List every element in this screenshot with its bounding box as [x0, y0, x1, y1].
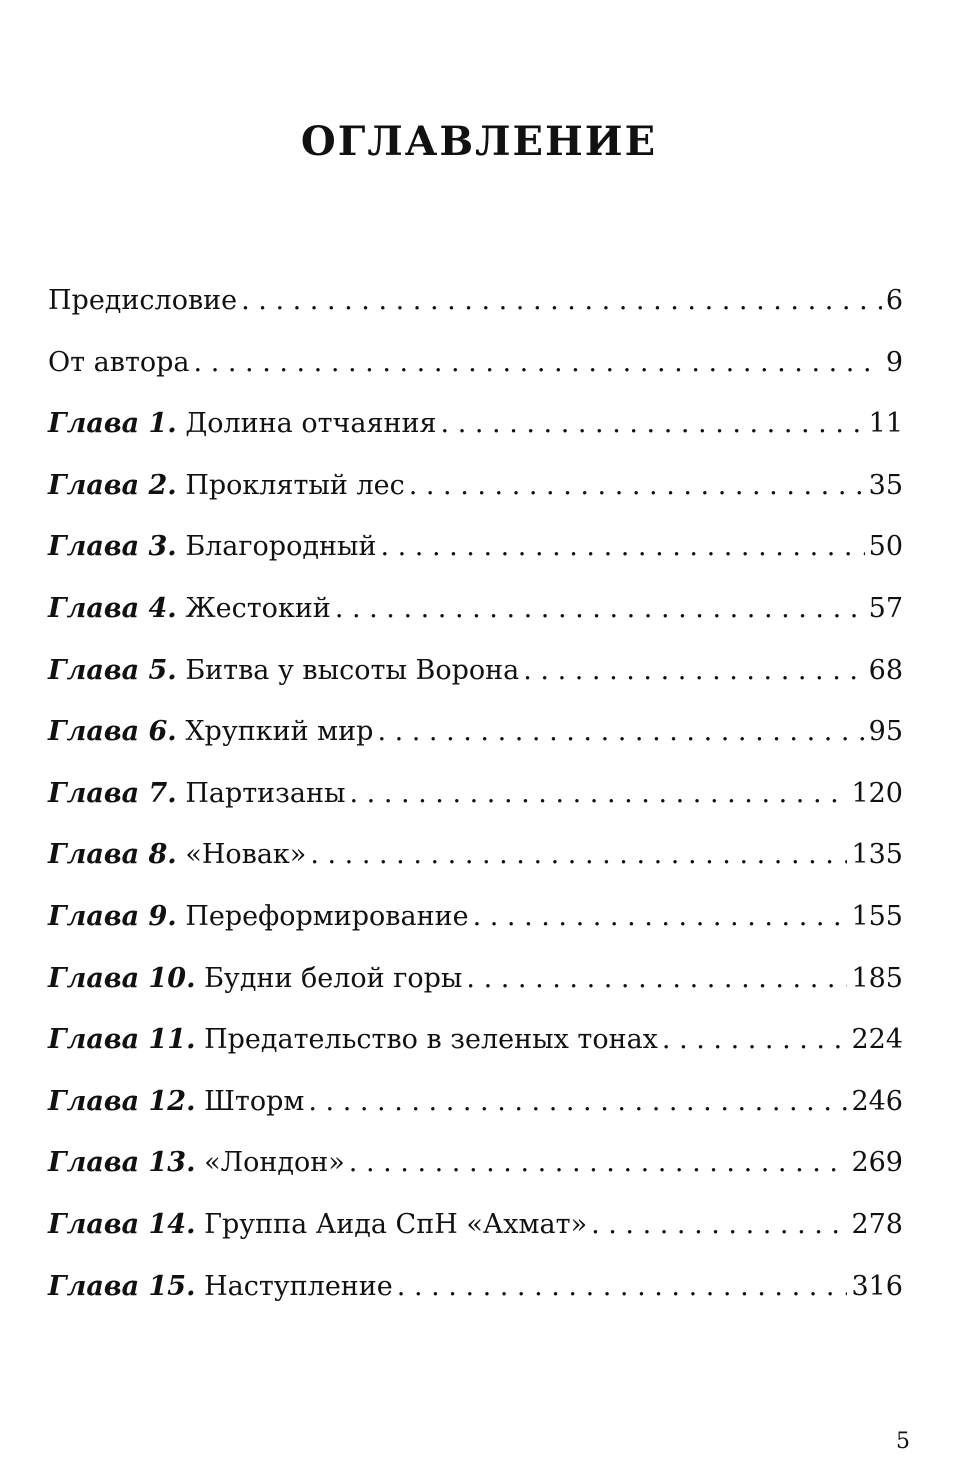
- toc-entry-title: [48, 1194, 587, 1256]
- toc-entry: [48, 1009, 903, 1071]
- chapter-title: «Лондон»: [204, 1147, 345, 1179]
- toc-page-number: 68: [868, 654, 903, 686]
- toc-entry-title: [48, 1009, 658, 1071]
- toc-entry-title: [48, 701, 373, 763]
- dot-leader: [335, 578, 865, 640]
- toc-entry: [48, 824, 903, 886]
- toc-page-number: 9: [885, 346, 903, 378]
- chapter-label: Глава 13.: [48, 1147, 196, 1179]
- toc-entry-title: [48, 516, 376, 578]
- dot-leader: [473, 886, 848, 948]
- dot-leader: [310, 824, 847, 886]
- chapter-title: Проклятый лес: [185, 469, 405, 501]
- dot-leader: [241, 270, 882, 332]
- chapter-title: Переформирование: [185, 900, 469, 932]
- dot-leader: [523, 640, 864, 702]
- toc-page-number: 6: [885, 285, 903, 316]
- toc-page-number: 316: [851, 1270, 903, 1302]
- chapter-title: Партизаны: [185, 777, 346, 809]
- chapter-title: От автора: [48, 346, 190, 378]
- toc-page-number: 57: [868, 592, 903, 624]
- toc-page-number: 50: [868, 531, 903, 563]
- dot-leader: [466, 948, 847, 1010]
- toc-page-number: 35: [868, 469, 903, 501]
- toc-page-number: 135: [851, 839, 903, 871]
- toc-entry: [48, 886, 903, 948]
- toc-entry: [48, 578, 903, 640]
- chapter-label: Глава 6.: [48, 716, 177, 748]
- dot-leader: [662, 1009, 848, 1071]
- chapter-title: Шторм: [204, 1085, 305, 1117]
- table-of-contents: [48, 270, 903, 1317]
- chapter-title: Жестокий: [185, 592, 331, 624]
- chapter-title: Долина отчаяния: [185, 408, 437, 440]
- toc-entry-title: [48, 578, 331, 640]
- chapter-label: Глава 11.: [48, 1024, 196, 1056]
- toc-page-number: 185: [851, 962, 903, 994]
- toc-entry: [48, 1071, 903, 1133]
- toc-page-number: 155: [851, 900, 903, 932]
- dot-leader: [377, 701, 864, 763]
- toc-entry: [48, 455, 903, 517]
- toc-entry: [48, 270, 903, 332]
- toc-page-number: 278: [851, 1208, 903, 1240]
- toc-page-number: 95: [868, 716, 903, 748]
- chapter-label: Глава 15.: [48, 1270, 196, 1302]
- chapter-title: Благородный: [185, 531, 377, 563]
- chapter-label: Глава 12.: [48, 1085, 196, 1117]
- dot-leader: [380, 516, 864, 578]
- toc-entry-title: [48, 1132, 345, 1194]
- chapter-label: Глава 10.: [48, 962, 196, 994]
- toc-page-number: 269: [851, 1147, 903, 1179]
- chapter-title: Предисловие: [48, 285, 238, 316]
- chapter-title: Будни белой горы: [204, 962, 463, 994]
- toc-entry: [48, 516, 903, 578]
- chapter-label: Глава 4.: [48, 592, 177, 624]
- chapter-label: Глава 8.: [48, 839, 177, 871]
- toc-entry: [48, 1256, 903, 1318]
- toc-page-number: 224: [851, 1024, 903, 1056]
- toc-entry: [48, 332, 903, 394]
- dot-leader: [308, 1071, 847, 1133]
- chapter-title: Группа Аида СпН «Ахмат»: [204, 1208, 588, 1240]
- dot-leader: [349, 1132, 848, 1194]
- dot-leader: [441, 393, 865, 455]
- toc-entry-title: [48, 393, 437, 455]
- toc-page-number: 11: [868, 408, 903, 440]
- dot-leader: [194, 332, 882, 394]
- chapter-title: Битва у высоты Ворона: [185, 654, 520, 686]
- toc-entry-title: [48, 640, 519, 702]
- chapter-label: Глава 7.: [48, 777, 177, 809]
- chapter-label: Глава 5.: [48, 654, 177, 686]
- dot-leader: [349, 763, 847, 825]
- toc-page-number: 246: [851, 1085, 903, 1117]
- toc-entry-title: [48, 763, 345, 825]
- toc-entry-title: [48, 455, 405, 517]
- toc-page-number: 120: [851, 777, 903, 809]
- chapter-label: Глава 3.: [48, 531, 177, 563]
- toc-entry: [48, 393, 903, 455]
- chapter-title: Предательство в зеленых тонах: [204, 1024, 658, 1056]
- chapter-label: Глава 1.: [48, 408, 177, 440]
- page-number: 5: [896, 1429, 910, 1454]
- toc-entry-title: [48, 332, 190, 394]
- toc-entry: [48, 640, 903, 702]
- toc-entry: [48, 701, 903, 763]
- toc-entry-title: [48, 1071, 304, 1133]
- toc-entry-title: [48, 270, 237, 332]
- chapter-label: Глава 2.: [48, 469, 177, 501]
- dot-leader: [591, 1194, 847, 1256]
- toc-entry-title: [48, 886, 469, 948]
- dot-leader: [409, 455, 865, 517]
- chapter-title: Хрупкий мир: [185, 716, 374, 748]
- chapter-title: «Новак»: [185, 839, 307, 871]
- toc-entry-title: [48, 824, 306, 886]
- toc-entry: [48, 948, 903, 1010]
- chapter-label: Глава 9.: [48, 900, 177, 932]
- chapter-label: Глава 14.: [48, 1208, 196, 1240]
- page-title: ОГЛАВЛЕНИЕ: [300, 118, 658, 165]
- chapter-title: Наступление: [204, 1270, 393, 1302]
- toc-entry: [48, 1194, 903, 1256]
- toc-entry: [48, 1132, 903, 1194]
- dot-leader: [397, 1256, 848, 1318]
- toc-entry-title: [48, 1256, 393, 1318]
- toc-entry: [48, 763, 903, 825]
- toc-entry-title: [48, 948, 462, 1010]
